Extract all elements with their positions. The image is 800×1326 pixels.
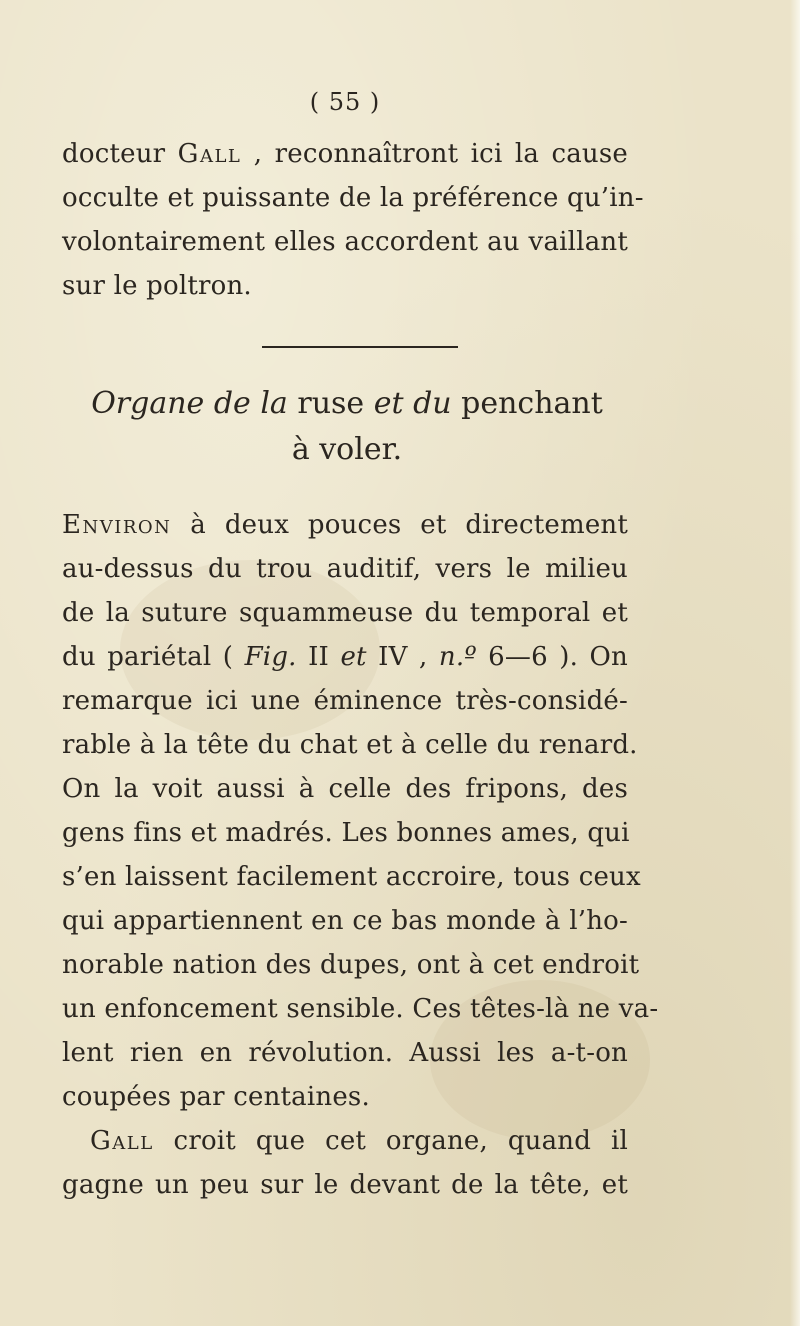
author-name: Gall xyxy=(177,139,242,169)
page-number: ( 55 ) xyxy=(309,88,381,116)
section-divider xyxy=(262,346,458,348)
text-line: sur le poltron. xyxy=(62,271,252,301)
text-line: gens fins et madrés. Les bonnes ames, qui xyxy=(62,818,630,848)
text-line: lent rien en révolution. Aussi les a-t-on xyxy=(62,1038,628,1068)
text-line: rable à la tête du chat et à celle du renard. xyxy=(62,730,638,760)
text-line: docteur Gall , reconnaîtront ici la cause xyxy=(62,139,629,169)
second-paragraph xyxy=(62,1119,628,1207)
author-name: Gall xyxy=(90,1126,154,1156)
text-line: occulte et puissante de la préférence qu’in- xyxy=(62,183,644,213)
text-line: norable nation des dupes, ont à cet endroit xyxy=(62,950,640,980)
text-line: un enfoncement sensible. Ces têtes-là ne va- xyxy=(62,994,659,1024)
text-line: volontairement elles accordent au vaillant xyxy=(62,227,628,257)
text-line: On la voit aussi à celle des fripons, des xyxy=(62,774,628,804)
body-paragraph xyxy=(62,503,659,1119)
text-line: coupées par centaines. xyxy=(62,1082,370,1112)
text-line: s’en laissent facilement accroire, tous ceux xyxy=(62,862,641,892)
text-line: Environ à deux pouces et directement xyxy=(62,510,628,540)
text-line: qui appartiennent en ce bas monde à l’ho- xyxy=(62,906,628,936)
intro-paragraph xyxy=(62,132,644,308)
section-heading: Organe de la ruse et du penchant xyxy=(91,386,603,421)
text-line: du pariétal ( Fig. II et IV , n.º 6—6 ). On xyxy=(62,642,628,672)
text-line: gagne un peu sur le devant de la tête, et xyxy=(62,1170,628,1200)
text-line: de la suture squammeuse du temporal et xyxy=(62,598,628,628)
section-heading-line2: à voler. xyxy=(291,432,403,467)
text-line: au-dessus du trou auditif, vers le milieu xyxy=(62,554,628,584)
page-edge xyxy=(790,0,800,1326)
drop-word: Environ xyxy=(62,510,172,540)
text-line: remarque ici une éminence très-considé- xyxy=(62,686,628,716)
text-line: Gall croit que cet organe, quand il xyxy=(90,1126,628,1156)
